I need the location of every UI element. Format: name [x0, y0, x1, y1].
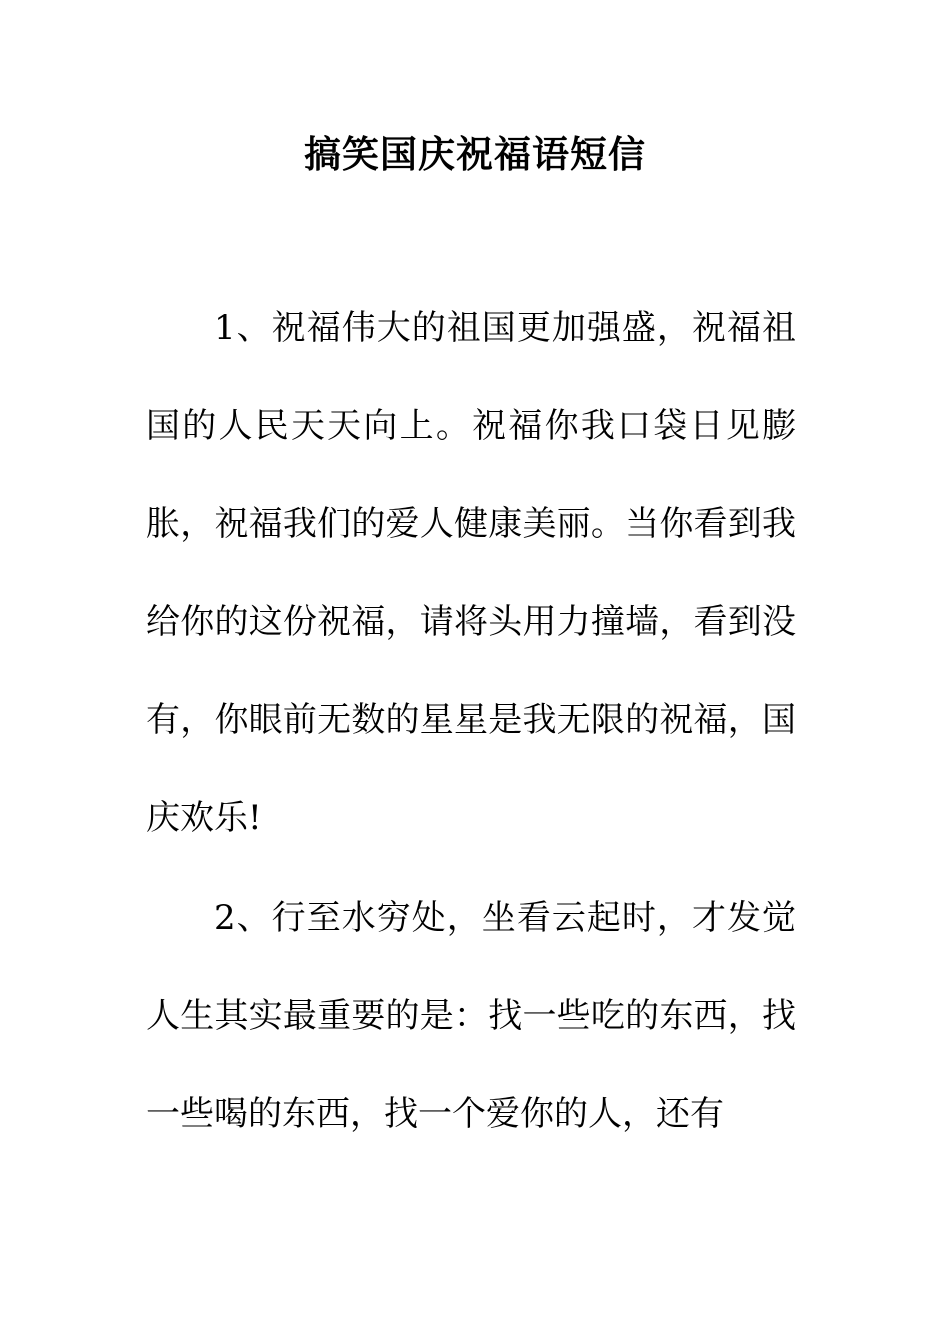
- paragraph-1-container: [146, 279, 796, 867]
- paragraph-2-container: [146, 869, 796, 1163]
- paragraph-1: 1、祝福伟大的祖国更加强盛，祝福祖国的人民天天向上。祝福你我口袋日见膨胀，祝福我们的爱人健康美丽。当你看到我给你的这份祝福，请将头用力撞墙，看到没有，你眼前无数的星星是我无限的祝福，国庆欢乐!: [146, 308, 796, 838]
- document-title: 搞笑国庆祝福语短信: [304, 132, 646, 176]
- paragraph-2: 2、行至水穷处，坐看云起时，才发觉人生其实最重要的是：找一些吃的东西，找一些喝的东西，找一个爱你的人，还有: [146, 898, 796, 1134]
